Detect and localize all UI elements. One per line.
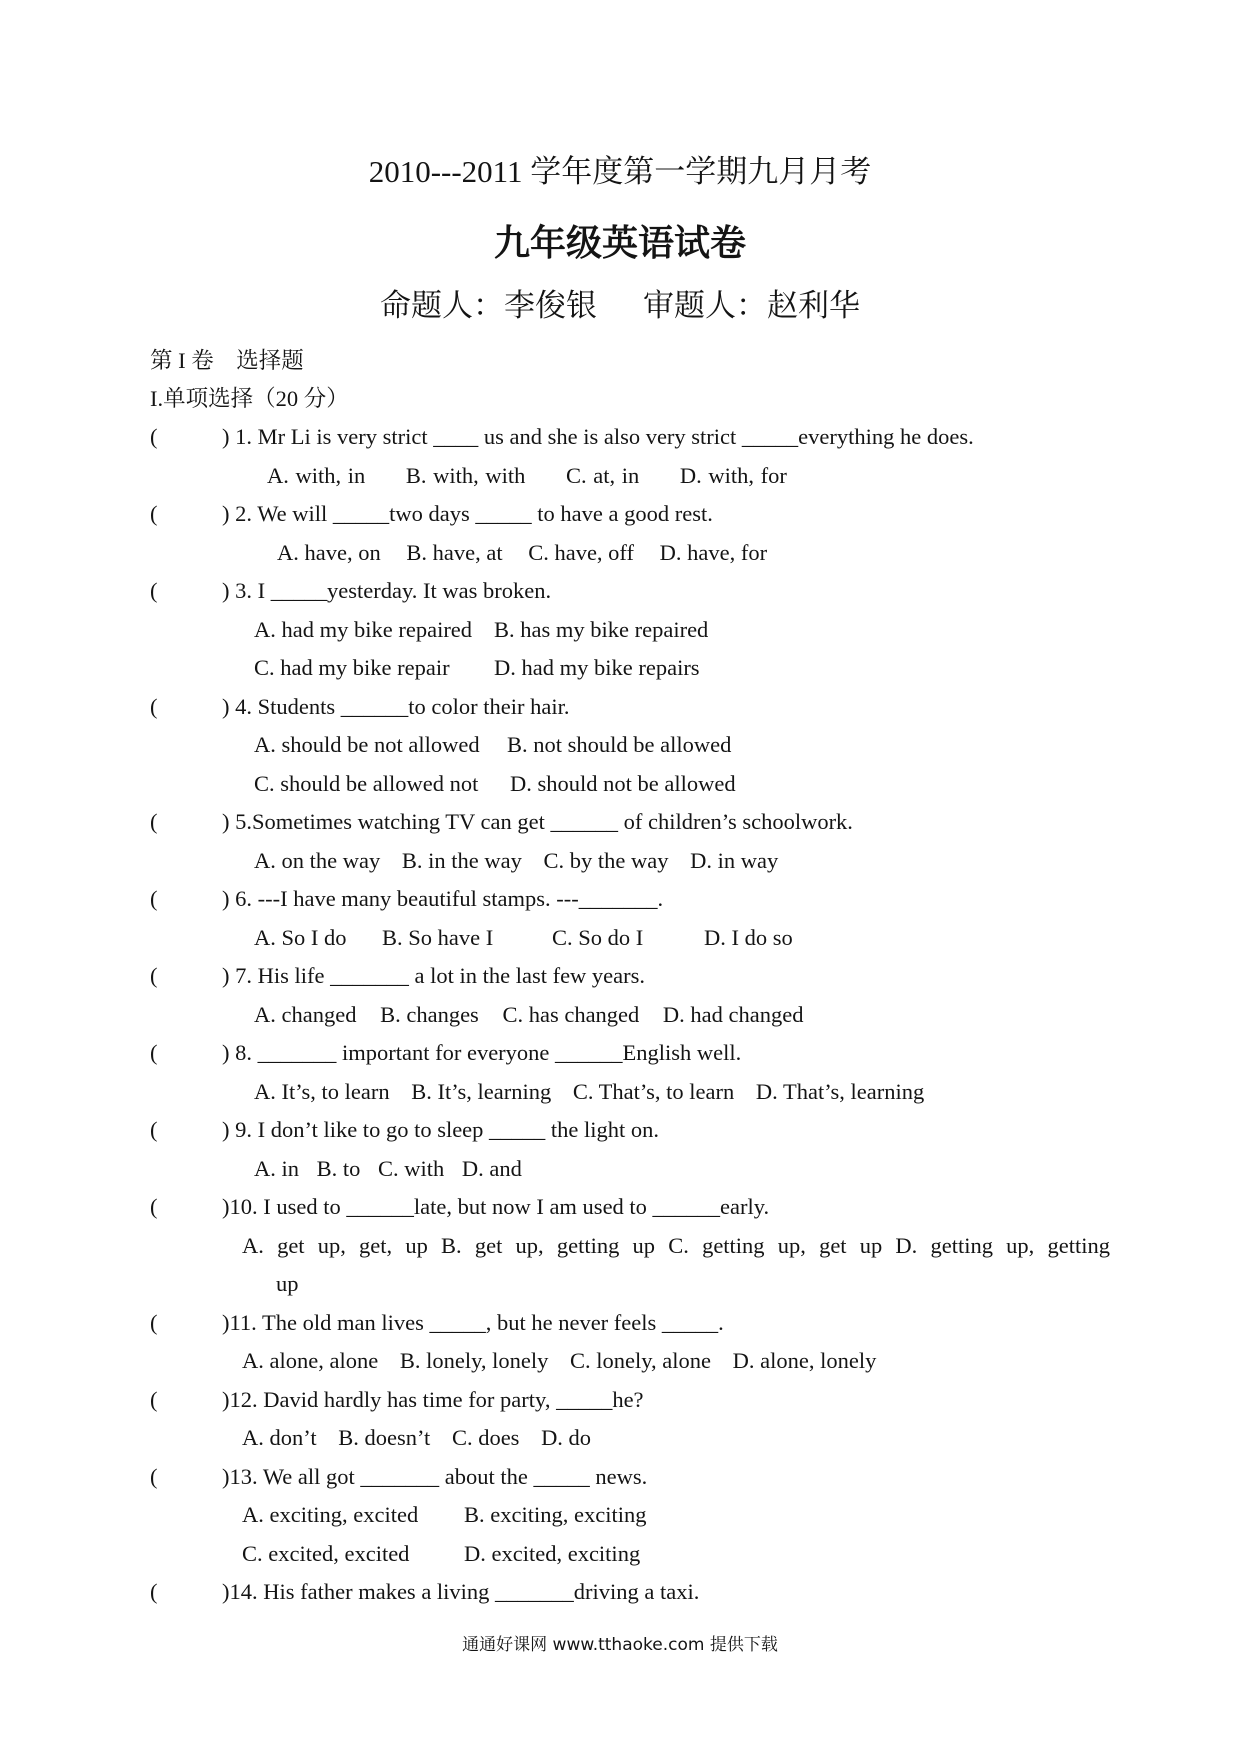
answer-bracket: ( (150, 424, 158, 449)
option-d: D. That’s, learning (755, 1078, 925, 1104)
option-b: B. to (316, 1155, 361, 1181)
question-11 (150, 1304, 1110, 1343)
answer-bracket: ( (150, 886, 158, 911)
option-a: A. exciting, excited (242, 1502, 419, 1527)
question-1 (150, 418, 1110, 457)
question-stem: ) 8. _______ important for everyone ______English well. (222, 1040, 742, 1065)
option-d: D. alone, lonely (732, 1348, 877, 1373)
question-7 (150, 957, 1110, 996)
option-a: A. It’s, to learn (254, 1078, 390, 1104)
question-9 (150, 1111, 1110, 1150)
options-row (150, 1073, 1110, 1112)
option-d: D. had my bike repairs (494, 655, 700, 680)
answer-bracket: ( (150, 578, 158, 603)
options-line: A. get up, get, up B. get up, getting up C. getting up, get up D. getting up, getting (242, 1232, 1110, 1258)
option-b: B. in the way (401, 847, 522, 873)
answer-bracket: ( (150, 1386, 158, 1412)
question-stem: ) 1. Mr Li is very strict ____ us and she is also very strict _____everything he does. (222, 424, 974, 449)
options-row (150, 996, 1110, 1035)
option-b: B. exciting, exciting (464, 1502, 647, 1527)
answer-bracket: ( (150, 693, 158, 719)
options-row (150, 1227, 1110, 1304)
option-a: A. should be not allowed (254, 732, 480, 757)
option-c: C. excited, excited (242, 1540, 410, 1566)
question-stem: ) 2. We will _____two days _____ to have a good rest. (222, 501, 713, 526)
option-c: C. by the way (543, 847, 669, 873)
options-row (150, 842, 1110, 881)
answer-bracket: ( (150, 1117, 158, 1142)
question-stem: ) 3. I _____yesterday. It was broken. (222, 578, 552, 603)
question-8 (150, 1034, 1110, 1073)
option-c: C. have, off (528, 539, 635, 565)
option-d: D. have, for (659, 539, 768, 565)
option-d: D. in way (690, 847, 779, 873)
question-stem: )13. We all got _______ about the _____ news. (222, 1463, 648, 1489)
option-d: D. should not be allowed (510, 770, 736, 796)
options-row (150, 726, 1110, 765)
answer-bracket: ( (150, 1463, 158, 1489)
question-5 (150, 803, 1110, 842)
option-b: B. So have I (382, 924, 494, 950)
exam-paper-title: 九年级英语试卷 (493, 223, 746, 263)
option-d: D. do (541, 1425, 592, 1450)
option-b: B. not should be allowed (507, 732, 732, 757)
option-a: A. alone, alone (242, 1348, 379, 1373)
option-c: C. So do I (552, 924, 644, 950)
options-row (150, 1496, 1110, 1535)
options-row (150, 611, 1110, 650)
part-title: 第 I 卷 选择题 (150, 348, 304, 373)
question-2 (150, 495, 1110, 534)
section-title: I.单项选择（20 分） (150, 386, 349, 411)
option-a: A. with, in (267, 462, 366, 488)
exam-authors (0, 286, 1240, 326)
question-stem: ) 9. I don’t like to go to sleep _____ the light on. (222, 1117, 660, 1142)
option-c: C. at, in (566, 462, 640, 488)
option-b: B. doesn’t (338, 1425, 431, 1450)
answer-bracket: ( (150, 1579, 158, 1604)
options-continuation: up (276, 1271, 299, 1296)
options-row (150, 765, 1110, 804)
options-row (150, 919, 1110, 958)
options-row (150, 649, 1110, 688)
question-stem: )11. The old man lives _____, but he never feels _____. (222, 1309, 724, 1335)
options-row (150, 1419, 1110, 1458)
question-stem: ) 4. Students ______to color their hair. (222, 693, 570, 719)
options-row (150, 1150, 1110, 1189)
option-a: A. have, on (277, 539, 381, 565)
option-d: D. and (461, 1155, 522, 1181)
reviewer-label: 审题人：赵利华 (643, 288, 860, 323)
answer-bracket: ( (150, 501, 158, 526)
option-c: C. That’s, to learn (572, 1078, 735, 1104)
option-a: A. So I do (254, 924, 347, 950)
question-14 (150, 1573, 1110, 1612)
question-4 (150, 688, 1110, 727)
option-a: A. don’t (242, 1425, 317, 1450)
option-b: B. have, at (406, 539, 503, 565)
option-b: B. has my bike repaired (494, 616, 709, 642)
answer-bracket: ( (150, 1040, 158, 1065)
question-3 (150, 572, 1110, 611)
question-stem: ) 5.Sometimes watching TV can get ______ of children’s schoolwork. (222, 809, 853, 834)
option-d: D. excited, exciting (464, 1540, 641, 1566)
option-a: A. had my bike repaired (254, 616, 473, 642)
option-b: B. lonely, lonely (399, 1348, 549, 1373)
option-b: B. It’s, learning (411, 1078, 552, 1104)
question-10 (150, 1188, 1110, 1227)
question-6 (150, 880, 1110, 919)
option-c: C. does (451, 1425, 520, 1450)
answer-bracket: ( (150, 1309, 158, 1335)
answer-bracket: ( (150, 963, 158, 988)
option-c: C. lonely, alone (569, 1348, 711, 1373)
option-a: A. on the way (254, 847, 381, 873)
option-d: D. with, for (679, 462, 787, 488)
question-13 (150, 1458, 1110, 1497)
options-row (150, 1342, 1110, 1381)
answer-bracket: ( (150, 1194, 158, 1219)
option-d: D. I do so (704, 924, 793, 950)
options-row (150, 534, 1110, 573)
exam-term-title: 2010---2011 学年度第一学期九月月考 (368, 154, 872, 189)
page-footer: 通通好课网 www.tthaoke.com 提供下载 (462, 1635, 778, 1655)
options-row (150, 1535, 1110, 1574)
option-a: A. changed (254, 1001, 357, 1027)
question-stem: )10. I used to ______late, but now I am used to ______early. (222, 1194, 770, 1219)
option-b: B. changes (380, 1001, 479, 1027)
option-c: C. with (378, 1155, 445, 1181)
option-c: C. has changed (502, 1001, 640, 1027)
question-stem: )12. David hardly has time for party, _____he? (222, 1386, 644, 1412)
question-stem: ) 7. His life _______ a lot in the last few years. (222, 963, 646, 988)
answer-bracket: ( (150, 809, 158, 834)
exam-content (150, 342, 1110, 1612)
option-a: A. in (254, 1155, 299, 1181)
author-label: 命题人：李俊银 (380, 288, 597, 323)
option-c: C. had my bike repair (254, 655, 450, 680)
option-c: C. should be allowed not (254, 770, 479, 796)
option-d: D. had changed (662, 1001, 804, 1027)
question-stem: )14. His father makes a living _______driving a taxi. (222, 1579, 700, 1604)
option-b: B. with, with (405, 462, 526, 488)
options-row (150, 457, 1110, 496)
question-stem: ) 6. ---I have many beautiful stamps. ---_______. (222, 886, 664, 911)
question-12 (150, 1381, 1110, 1420)
